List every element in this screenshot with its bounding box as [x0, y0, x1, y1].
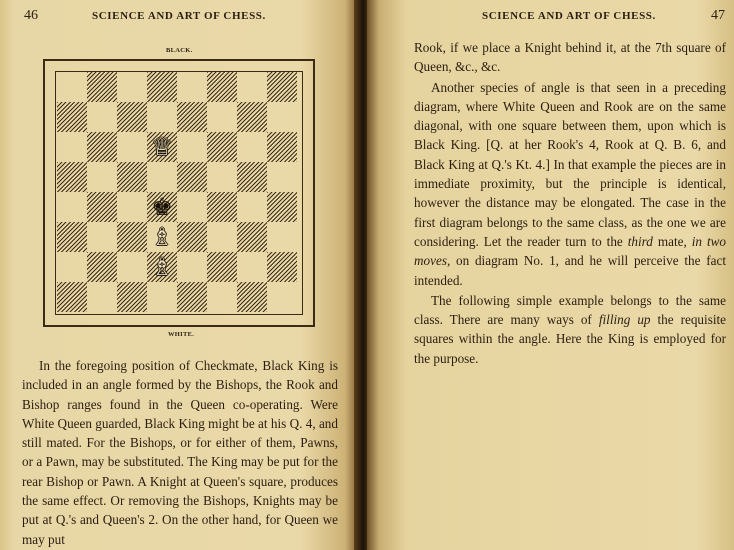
italic-text: in two moves,: [414, 233, 726, 269]
board-square: [117, 132, 147, 162]
board-square: [267, 102, 297, 132]
board-square: [57, 72, 87, 102]
board-square: [117, 102, 147, 132]
board-square: [57, 252, 87, 282]
right-page-body: [414, 38, 726, 368]
board-square: [267, 72, 297, 102]
board-square: [87, 252, 117, 282]
board-square: [237, 192, 267, 222]
board-square: [57, 282, 87, 312]
board-square: [237, 222, 267, 252]
board-square: [57, 102, 87, 132]
board-square: [117, 252, 147, 282]
diagram-label-black: BLACK.: [166, 47, 193, 54]
left-page-body: [22, 356, 338, 549]
board-square: [177, 252, 207, 282]
board-square: [87, 192, 117, 222]
board-square: [177, 222, 207, 252]
board-square: [237, 282, 267, 312]
board-square: [267, 132, 297, 162]
board-square: [147, 132, 177, 162]
chess-piece-icon: ♗: [151, 253, 173, 281]
paragraph: The following simple example belongs to the same class. There are many ways of filling up the requisite squares within the angle. Here the King is employed for the purpose.: [414, 292, 727, 366]
board-square: [237, 102, 267, 132]
board-square: [117, 222, 147, 252]
board-square: [207, 222, 237, 252]
board-square: [237, 162, 267, 192]
board-square: [207, 192, 237, 222]
running-header-right: SCIENCE AND ART OF CHESS.: [482, 10, 656, 22]
right-page: [367, 0, 734, 550]
board-square: [267, 162, 297, 192]
board-square: [87, 162, 117, 192]
page-number-left: 46: [24, 8, 38, 23]
board-square: [207, 72, 237, 102]
chess-piece-icon: ♕: [151, 133, 173, 161]
paragraph: Another species of angle is that seen in a preceding diagram, where White Queen and Rook are on the same diagonal, with one square between them, upon which is Black King. [Q. at her Rook's 4, Rook at Q. B. 6, and Black King at Q.'s Kt. 4.] In that example the pieces are in immediate proximity, but the principle is identical, however the distance may be elongated. The case in the first diagram belongs to the same class, as the one we are considering. Let the reader turn to the third mate, in two moves, on diagram No. 1, and he will perceive the fact intended.: [414, 79, 726, 288]
board-square: [267, 282, 297, 312]
board-square: [117, 72, 147, 102]
paragraph: In the foregoing position of Checkmate, Black King is included in an angle formed by the Bishops, the Rook and Bishop ranges found in the Queen co-operating. Were White Queen guarded, Black King might be at his Q. 4, and still mated. For the Bishops, or for either of them, Pawns, or a Pawn, may be substituted. The King may be put for the rear Bishop or Pawn. A Knight at Queen's square, produces the same effect. Or removing the Bishops, Knights may be put at Q.'s and Queen's 2. On the other hand, for Queen we may put: [22, 358, 338, 547]
board-square: [57, 132, 87, 162]
board-square: [177, 282, 207, 312]
board-square: [117, 162, 147, 192]
board-square: [207, 132, 237, 162]
board-square: [237, 252, 267, 282]
board-square: [147, 282, 177, 312]
board-square: [267, 222, 297, 252]
board-square: [117, 282, 147, 312]
board-square: [57, 192, 87, 222]
paragraph: Rook, if we place a Knight behind it, at the 7th square of Queen, &c., &c.: [414, 40, 726, 75]
italic-text: filling up: [598, 312, 651, 328]
board-square: [237, 132, 267, 162]
chessboard: [57, 72, 297, 312]
board-square: [87, 72, 117, 102]
board-square: [237, 72, 267, 102]
board-square: [267, 252, 297, 282]
board-square: [147, 72, 177, 102]
board-square: [147, 102, 177, 132]
board-square: [207, 102, 237, 132]
board-square: [207, 282, 237, 312]
board-square: [57, 222, 87, 252]
board-square: [177, 162, 207, 192]
board-square: [147, 222, 177, 252]
diagram-label-white: WHITE.: [168, 331, 195, 338]
board-square: [147, 252, 177, 282]
board-square: [147, 192, 177, 222]
board-square: [57, 162, 87, 192]
board-square: [177, 72, 207, 102]
left-page: [0, 0, 359, 550]
board-square: [117, 192, 147, 222]
board-square: [207, 252, 237, 282]
chess-piece-icon: ♗: [151, 223, 173, 251]
board-square: [267, 192, 297, 222]
board-square: [87, 102, 117, 132]
board-square: [147, 162, 177, 192]
board-square: [87, 132, 117, 162]
page-number-right: 47: [711, 8, 725, 23]
board-square: [207, 162, 237, 192]
running-header-left: SCIENCE AND ART OF CHESS.: [92, 10, 266, 22]
chess-piece-icon: ♚: [151, 193, 173, 221]
italic-text: third: [627, 233, 653, 249]
board-square: [177, 192, 207, 222]
board-square: [177, 102, 207, 132]
board-square: [87, 222, 117, 252]
board-square: [177, 132, 207, 162]
board-square: [87, 282, 117, 312]
